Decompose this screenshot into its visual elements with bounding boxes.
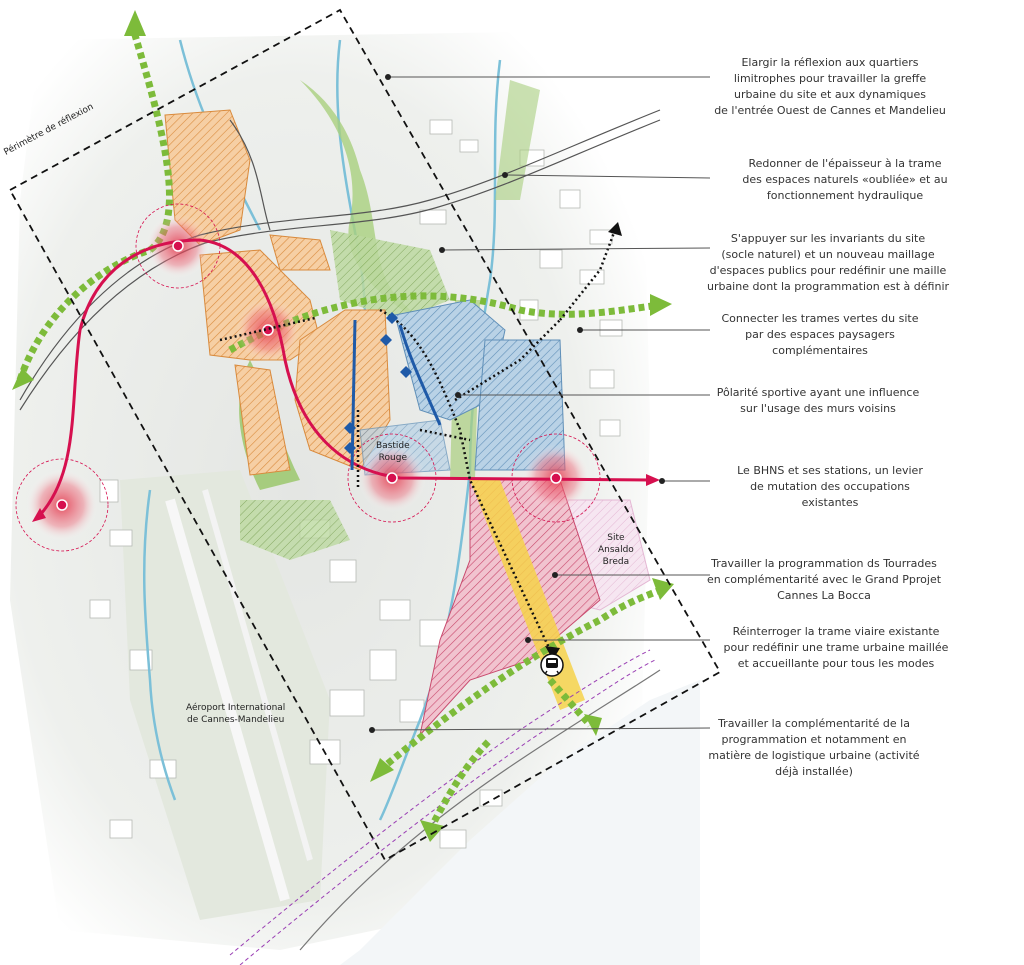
annotation-7: Travailler la programmation ds Tourrades en complémentarité avec le Grand Pprojet Cannes La Bocca [706, 557, 942, 602]
annotation-8: Réinterroger la trame viaire existante pour redéfinir une trame urbaine maillée et accueillante pour tous les modes [723, 625, 949, 670]
train-station-icon [541, 654, 563, 676]
annotation-1: Elargir la réflexion aux quartiers limitrophes pour travailler la greffe urbaine du site et aux dynamiques de l'entrée Ouest de Cannes et Mandelieu [714, 56, 946, 117]
annotation-2: Redonner de l'épaisseur à la trame des espaces naturels «oubliée» et au fonctionnement hydraulique [742, 157, 948, 202]
site-ansaldo-label: Site Ansaldo Breda [598, 533, 634, 567]
airport-label: Aéroport International de Cannes-Mandelieu [186, 703, 286, 725]
annotation-3: S'appuyer sur les invariants du site (socle naturel) et un nouveau maillage d'espaces publics pour redéfinir une maille urbaine dont la programmation est à définir [706, 232, 950, 293]
bastide-rouge-label: Bastide Rouge [376, 441, 410, 463]
annotation-5: Pôlarité sportive ayant une influence sur l'usage des murs voisins [716, 386, 920, 415]
perimeter-label: Périmètre de réflexion [2, 102, 96, 158]
annotation-9: Travailler la complémentarité de la programmation et notamment en matière de logistique urbaine (activité déjà installée) [708, 717, 920, 778]
annotation-4: Connecter les trames vertes du site par des espaces paysagers complémentaires [721, 312, 919, 357]
annotation-6: Le BHNS et ses stations, un levier de mutation des occupations existantes [737, 464, 923, 509]
